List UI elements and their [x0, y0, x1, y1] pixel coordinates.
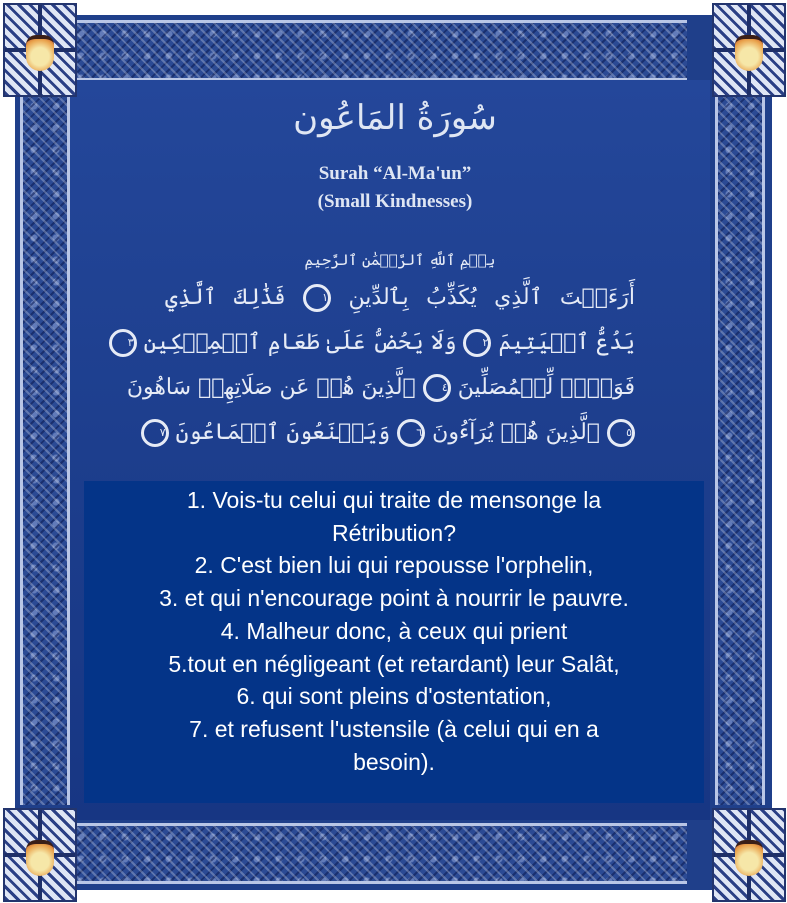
- surah-subtitle: (Small Kindnesses): [317, 191, 473, 212]
- corner-ornament-bottom-right: [712, 808, 786, 902]
- surah-title-english: [200, 160, 590, 216]
- ornamental-border-bottom: [70, 823, 687, 884]
- verse-text: فَوَيۡلٞ لِّلۡمُصَلِّينَ: [457, 375, 635, 400]
- verse-text: يَدُعُّ ٱلۡيَتِيمَ: [498, 330, 635, 355]
- corner-ornament-bottom-left: [3, 808, 77, 902]
- translation-line: 1. Vois-tu celui qui traite de mensonge la: [186, 487, 602, 513]
- translation-line: 3. et qui n'encourage point à nourrir le pauvre.: [159, 585, 629, 612]
- surah-name: Surah “Al-Ma'un”: [318, 163, 472, 184]
- translation-line: 4. Malheur donc, à ceux qui prient: [220, 617, 568, 644]
- french-translation-panel: [84, 481, 704, 803]
- translation-line: besoin).: [353, 748, 435, 775]
- verse-number-marker: ٧: [141, 419, 169, 447]
- corner-ornament-top-right: [712, 3, 786, 97]
- emblem-icon: [26, 840, 54, 876]
- verse-number-marker: ٣: [109, 329, 137, 357]
- verse-text: أَرَءَيۡتَ ٱلَّذِي يُكَذِّبُ بِٱلدِّينِ: [348, 285, 636, 310]
- verse-text: وَيَمۡنَعُونَ ٱلۡمَاعُونَ: [175, 420, 391, 445]
- verse-line: [126, 365, 635, 410]
- verse-number-marker: ١: [303, 284, 331, 312]
- translation-line: 2. C'est bien lui qui repousse l'orphelin,: [194, 552, 594, 579]
- emblem-icon: [735, 35, 763, 71]
- verse-number-marker: ٦: [397, 419, 425, 447]
- emblem-icon: [735, 840, 763, 876]
- verse-text: ٱلَّذِينَ هُمۡ عَن صَلَاتِهِمۡ سَاهُونَ: [126, 375, 416, 400]
- translation-line: Rétribution?: [331, 519, 457, 546]
- translation-line: 6. qui sont pleins d'ostentation,: [236, 683, 552, 710]
- ornamental-border-top: [70, 20, 687, 81]
- ornamental-border-left: [20, 95, 70, 805]
- arabic-verses: [126, 245, 636, 455]
- emblem-icon: [26, 35, 54, 71]
- ornamental-border-right: [715, 95, 765, 805]
- basmala: بِسۡمِ ٱللَّهِ ٱلرَّحۡمَٰنِ ٱلرَّحِيمِ: [304, 251, 496, 269]
- translation-line: 7. et refusent l'ustensile (à celui qui en a: [189, 715, 599, 742]
- verse-text: وَلَا يَحُضُّ عَلَىٰ طَعَامِ ٱلۡمِسۡكِينِ: [143, 330, 457, 355]
- verse-text: ٱلَّذِينَ هُمۡ يُرَآءُونَ: [432, 420, 600, 445]
- translation-line: 5.tout en négligeant (et retardant) leur Salât,: [168, 650, 620, 677]
- verse-number-marker: ٢: [463, 329, 491, 357]
- verse-text: فَذَٰلِكَ ٱلَّذِي: [165, 285, 286, 310]
- verse-number-marker: ٥: [607, 419, 635, 447]
- verse-number-marker: ٤: [423, 374, 451, 402]
- surah-title-arabic: سُورَةُ المَاعُون: [293, 98, 497, 138]
- corner-ornament-top-left: [3, 3, 77, 97]
- verse-line: [127, 320, 635, 365]
- verse-line: [165, 275, 635, 320]
- verse-line: [159, 410, 635, 455]
